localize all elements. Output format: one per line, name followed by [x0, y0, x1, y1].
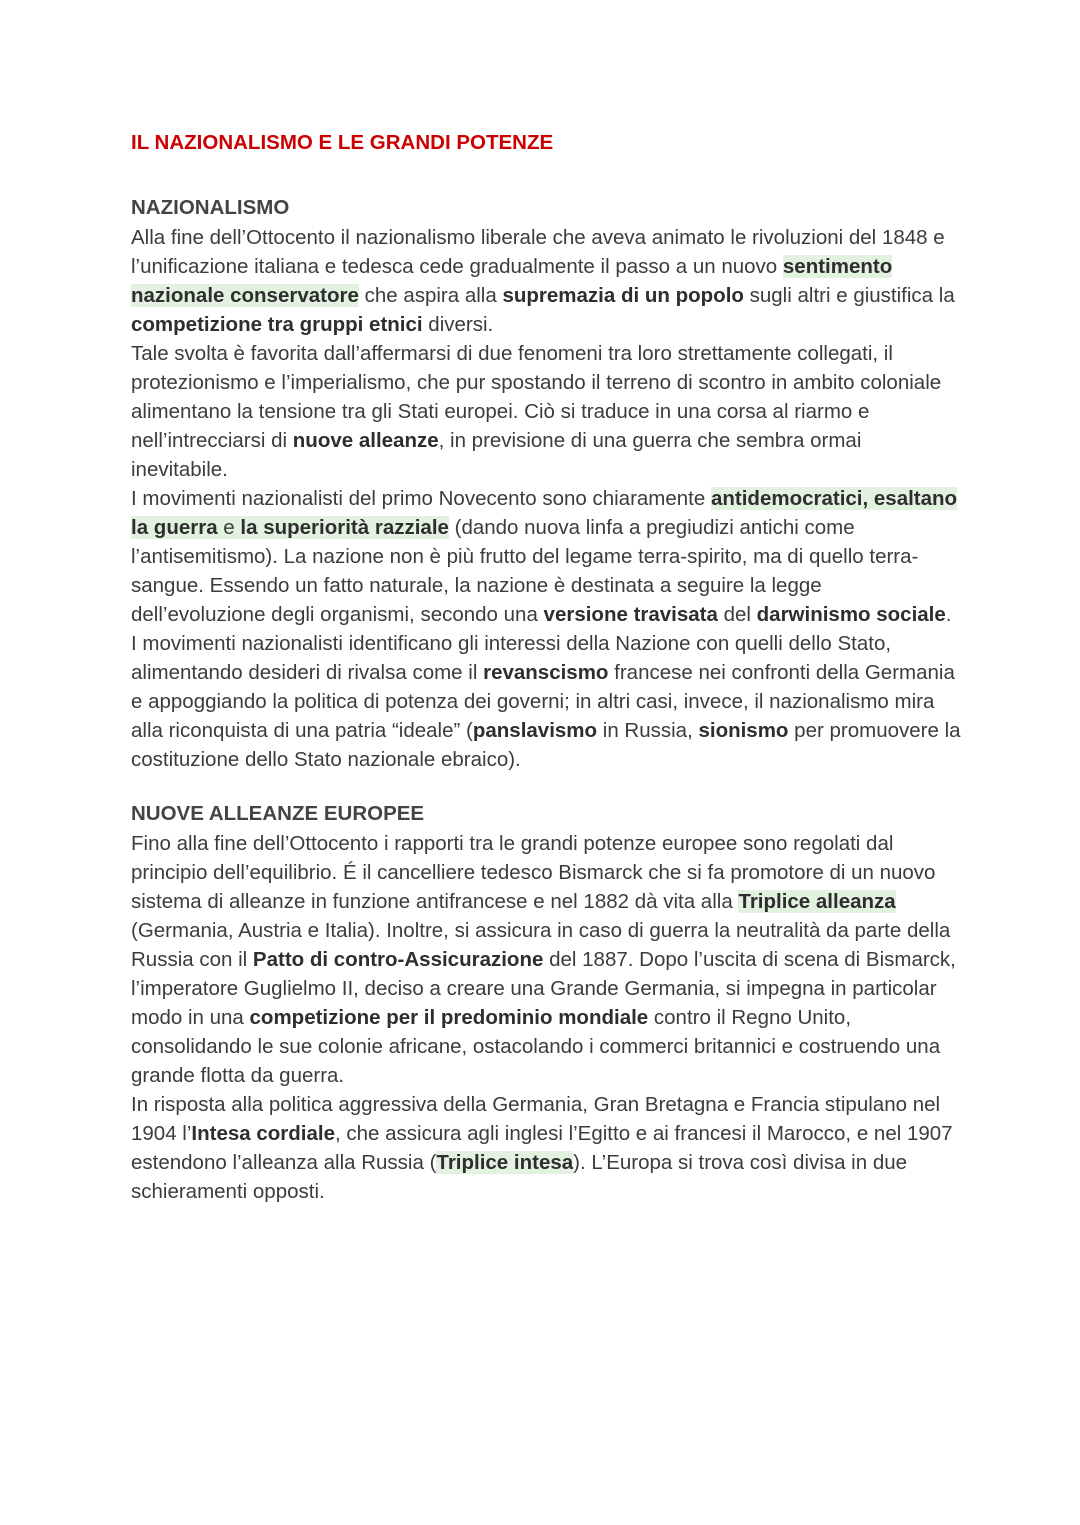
text-run: per promuovere la costituzione dello Stato nazionale ebraico).: [131, 719, 961, 771]
text-run: Alla fine dell’Ottocento il nazionalismo liberale che aveva animato le rivoluzioni del 1848 e l’unificazione italiana e tedesca cede gradualmente il passo a un nuovo: [131, 226, 945, 278]
bold-text: competizione per il predominio mondiale: [249, 1006, 649, 1029]
paragraph: [131, 1090, 961, 1206]
text-run: del: [717, 603, 757, 626]
bold-text: nuove alleanze: [292, 429, 439, 452]
text-run: che aspira alla: [358, 284, 503, 307]
text-run: diversi.: [422, 313, 494, 336]
paragraph: [131, 829, 961, 1090]
section-heading-nuove-alleanze: NUOVE ALLEANZE EUROPEE: [131, 802, 425, 825]
text-run: , in previsione di una guerra che sembra ormai inevitabile.: [131, 429, 862, 481]
highlighted-text: e: [217, 516, 241, 539]
bold-text: Intesa cordiale: [191, 1122, 335, 1145]
text-run: . I movimenti nazionalisti identificano gli interessi della Nazione con quelli dello Stato, alimentando desideri di rivalsa come il: [131, 603, 952, 684]
text-run: ). L’Europa si trova così divisa in due schieramenti opposti.: [131, 1151, 908, 1203]
text-run: I movimenti nazionalisti del primo Novecento sono chiaramente: [131, 487, 711, 510]
text-run: (dando nuova linfa a pregiudizi antichi come l’antisemitismo). La nazione non è più frutto del legame terra-spirito, ma di quello terra-sangue. Essendo un fatto naturale, la nazione è destinata a seguire la legge dell’evoluzione degli organismi, secondo una: [131, 516, 919, 626]
bold-text: darwinismo sociale: [756, 603, 946, 626]
bold-text: panslavismo: [472, 719, 598, 742]
section-heading-nazionalismo: NAZIONALISMO: [131, 196, 290, 219]
bold-text: Patto di contro-Assicurazione: [252, 948, 544, 971]
paragraph: [131, 339, 961, 484]
text-run: contro il Regno Unito, consolidando le sue colonie africane, ostacolando i commerci britannici e costruendo una grande flotta da guerra.: [131, 1006, 941, 1087]
highlighted-text: la superiorità razziale: [240, 516, 449, 539]
bold-text: supremazia di un popolo: [502, 284, 744, 307]
text-run: in Russia,: [597, 719, 699, 742]
highlighted-text: Triplice alleanza: [738, 890, 896, 913]
text-run: Tale svolta è favorita dall’affermarsi di due fenomeni tra loro strettamente collegati, il protezionismo e l’imperialismo, che pur spostando il terreno di scontro in ambito coloniale alimentano la tensione tra gli Stati europei. Ciò si traduce in una corsa al riarmo e nell’intrecciarsi di: [131, 342, 942, 452]
document-page: [131, 128, 961, 1206]
highlighted-text: antidemocratici, esaltano la guerra: [131, 487, 958, 539]
text-run: francese nei confronti della Germania e appoggiando la politica di potenza dei governi; in altri casi, invece, il nazionalismo mira alla riconquista di una patria “ideale” (: [131, 661, 955, 742]
bold-text: competizione tra gruppi etnici: [131, 313, 423, 336]
text-run: , che assicura agli inglesi l’Egitto e ai francesi il Marocco, e nel 1907 estendono l’alleanza alla Russia (: [131, 1122, 953, 1174]
paragraph: [131, 223, 961, 339]
highlighted-text: sentimento nazionale conservatore: [131, 255, 893, 307]
text-run: Fino alla fine dell’Ottocento i rapporti tra le grandi potenze europee sono regolati dal principio dell’equilibrio. É il cancelliere tedesco Bismarck che si fa promotore di un nuovo sistema di alleanze in funzione antifrancese e nel 1882 dà vita alla: [131, 832, 936, 913]
text-run: del 1887. Dopo l’uscita di scena di Bismarck, l’imperatore Guglielmo II, deciso a creare una Grande Germania, si impegna in particolar modo in una: [131, 948, 956, 1029]
bold-text: sionismo: [698, 719, 789, 742]
bold-text: revanscismo: [483, 661, 609, 684]
text-run: sugli altri e giustifica la: [743, 284, 955, 307]
text-run: In risposta alla politica aggressiva della Germania, Gran Bretagna e Francia stipulano nel 1904 l’: [131, 1093, 941, 1145]
text-run: (Germania, Austria e Italia). Inoltre, si assicura in caso di guerra la neutralità da parte della Russia con il: [131, 919, 951, 971]
highlighted-text: Triplice intesa: [436, 1151, 574, 1174]
bold-text: versione travisata: [543, 603, 718, 626]
paragraph: [131, 484, 961, 774]
document-title: IL NAZIONALISMO E LE GRANDI POTENZE: [131, 131, 554, 154]
